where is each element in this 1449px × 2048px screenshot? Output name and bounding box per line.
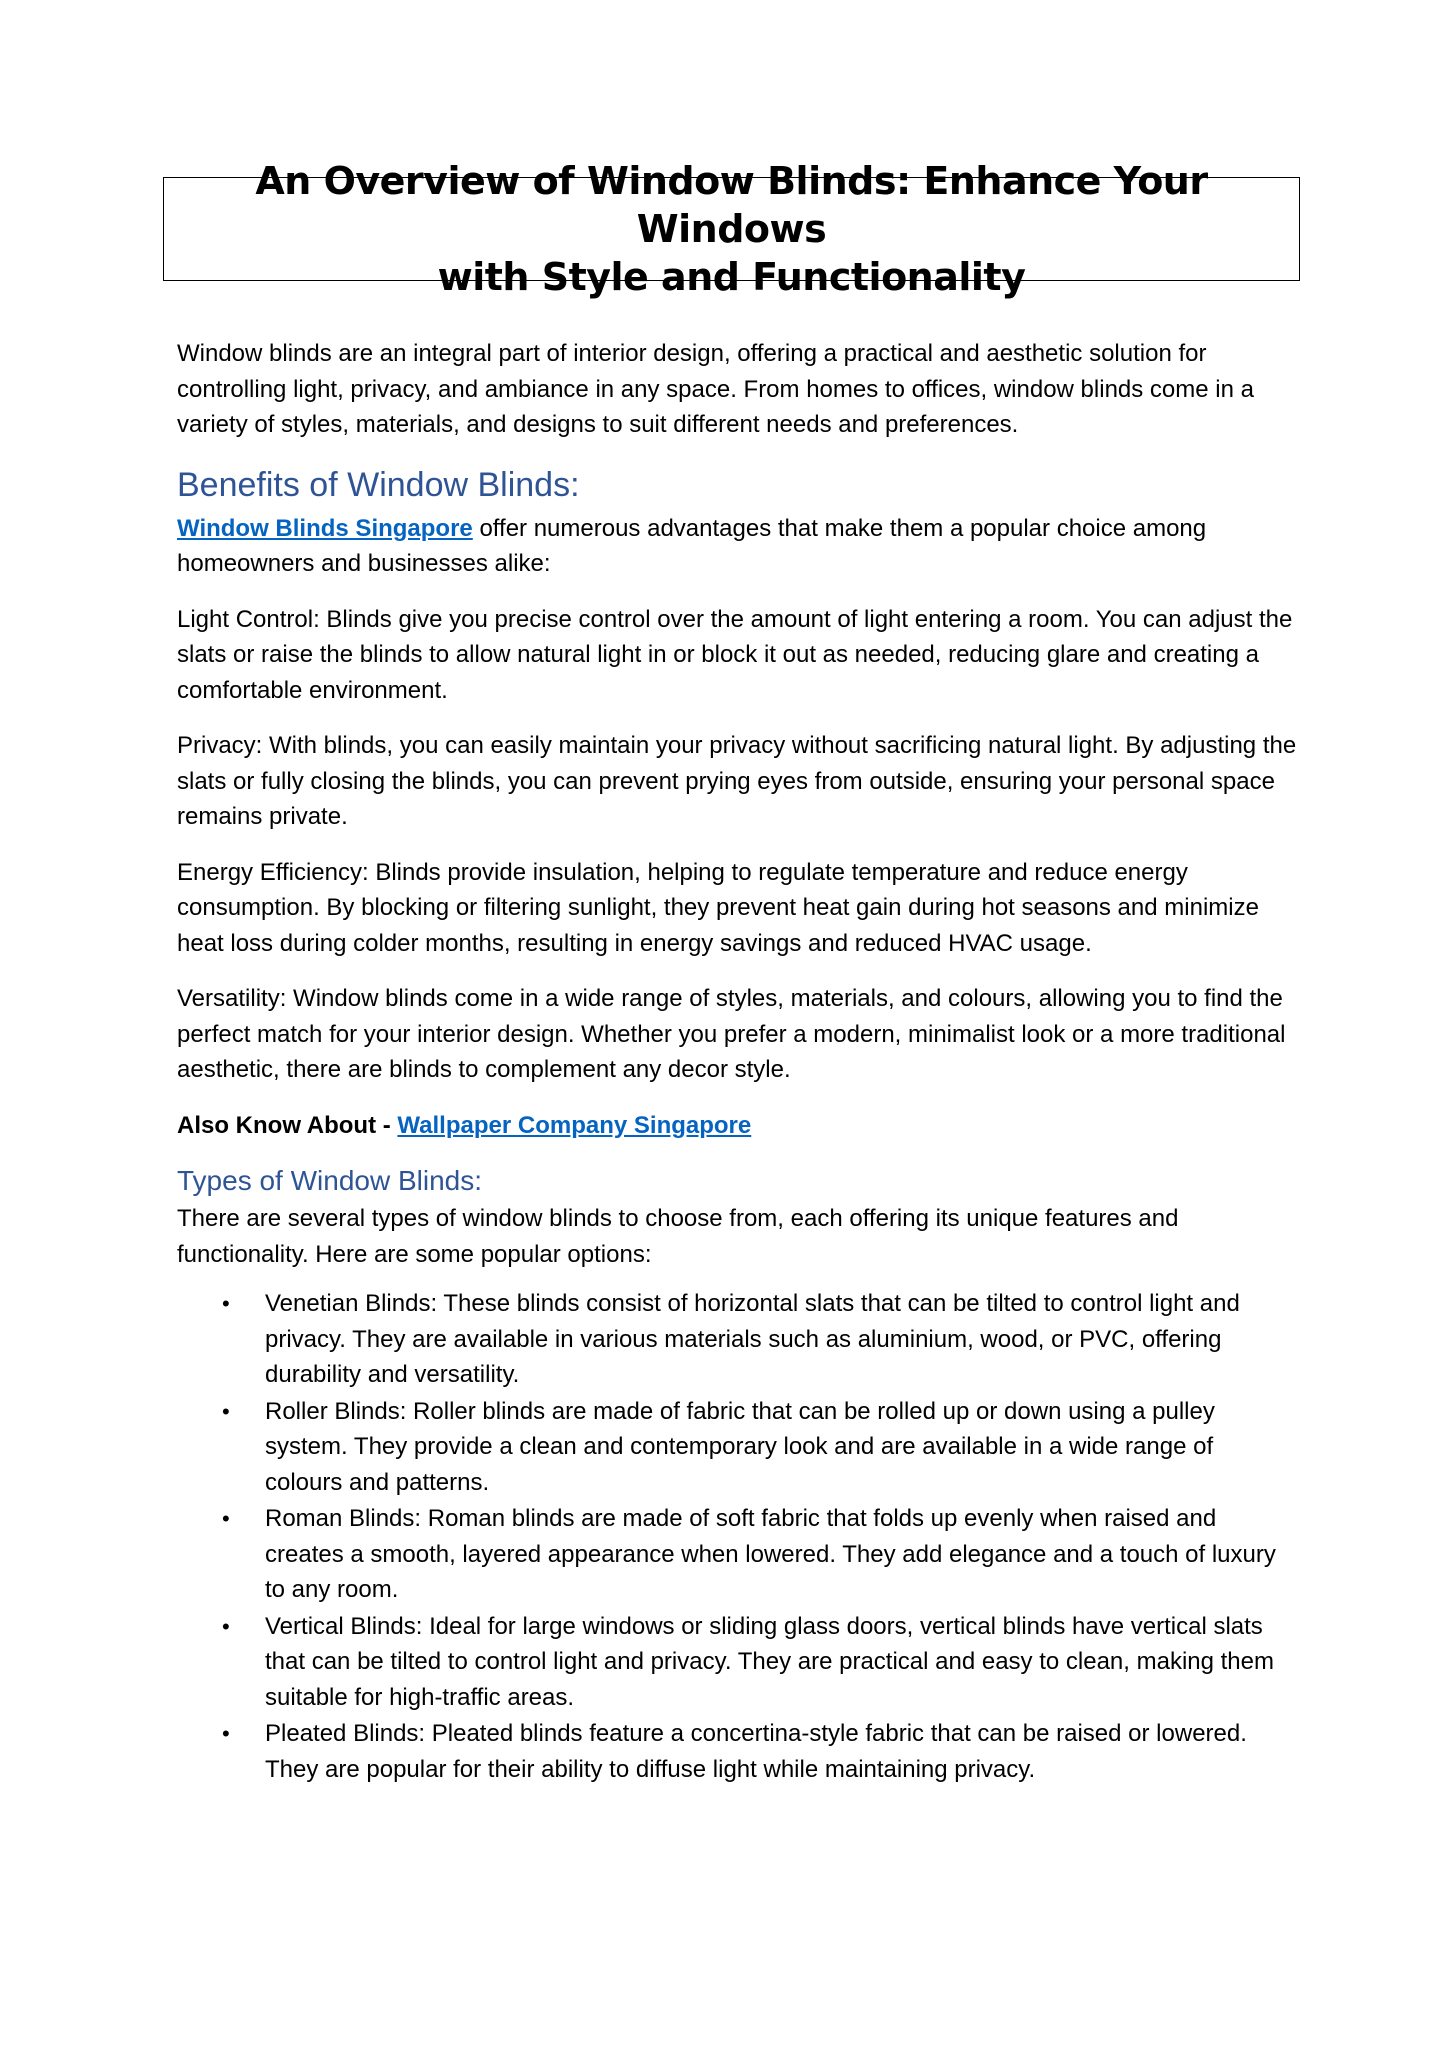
benefit-privacy: Privacy: With blinds, you can easily maintain your privacy without sacrificing natural light. By adjusting the slats or fully closing the blinds, you can prevent prying eyes from outside, ensuring your personal space remains private. xyxy=(177,732,1297,830)
page-title xyxy=(164,157,1299,301)
benefit-energy-efficiency: Energy Efficiency: Blinds provide insulation, helping to regulate temperature and reduce energy consumption. By blocking or filtering sunlight, they prevent heat gain during hot seasons and minimize heat loss during colder months, resulting in energy savings and reduced HVAC usage. xyxy=(177,858,1259,957)
bullet-icon: • xyxy=(222,1291,230,1316)
bullet-icon: • xyxy=(222,1398,230,1424)
benefits-lead-paragraph xyxy=(177,511,1297,582)
list-item xyxy=(177,1609,1297,1716)
wallpaper-company-link[interactable]: Wallpaper Company Singapore xyxy=(397,1111,752,1139)
also-know-line xyxy=(177,1108,1297,1144)
bullet-icon: • xyxy=(222,1613,230,1639)
list-item-text: Vertical Blinds: Ideal for large windows or sliding glass doors, vertical blinds have vertical slats that can be tilted to control light and privacy. They are practical and easy to clean, making them suitable for high-traffic areas. xyxy=(265,1612,1274,1711)
benefit-light-control: Light Control: Blinds give you precise control over the amount of light entering a room. You can adjust the slats or raise the blinds to allow natural light in or block it out as needed, reducing glare and creating a comfortable environment. xyxy=(177,605,1293,704)
also-know-label: Also Know About - xyxy=(177,1111,398,1139)
title-line-2: with Style and Functionality xyxy=(437,255,1026,299)
list-item xyxy=(177,1501,1297,1608)
list-item-text: Venetian Blinds: These blinds consist of horizontal slats that can be tilted to control light and privacy. They are available in various materials such as aluminium, wood, or PVC, offering durability and versatility. xyxy=(265,1290,1240,1388)
types-intro: There are several types of window blinds to choose from, each offering its unique features and functionality. Here are some popular options: xyxy=(177,1205,1179,1268)
benefit-versatility: Versatility: Window blinds come in a wide range of styles, materials, and colours, allowing you to find the perfect match for your interior design. Whether you prefer a modern, minimalist look or a more traditional aesthetic, there are blinds to complement any decor style. xyxy=(177,985,1286,1083)
benefits-heading: Benefits of Window Blinds: xyxy=(177,465,580,504)
benefits-lead-text: offer numerous advantages that make them a popular choice among homeowners and businesses alike: xyxy=(177,514,1207,577)
bullet-icon: • xyxy=(222,1721,230,1746)
types-list xyxy=(177,1286,1297,1787)
list-item xyxy=(177,1716,1297,1787)
list-item-text: Roman Blinds: Roman blinds are made of soft fabric that folds up evenly when raised and creates a smooth, layered appearance when lowered. They add elegance and a touch of luxury to any room. xyxy=(265,1505,1276,1603)
document-body xyxy=(177,336,1297,1788)
window-blinds-singapore-link[interactable]: Window Blinds Singapore xyxy=(177,514,473,542)
intro-paragraph: Window blinds are an integral part of interior design, offering a practical and aesthetic solution for controlling light, privacy, and ambiance in any space. From homes to offices, window blinds come in a variety of styles, materials, and designs to suit different needs and preferences. xyxy=(177,340,1254,438)
title-box xyxy=(163,159,1300,299)
list-item-text: Pleated Blinds: Pleated blinds feature a concertina-style fabric that can be raised or lowered. They are popular for their ability to diffuse light while maintaining privacy. xyxy=(265,1720,1247,1783)
title-line-1: An Overview of Window Blinds: Enhance Your Windows xyxy=(255,159,1208,251)
list-item-text: Roller Blinds: Roller blinds are made of fabric that can be rolled up or down using a pulley system. They provide a clean and contemporary look and are available in a wide range of colours and patterns. xyxy=(265,1397,1215,1496)
list-item xyxy=(177,1286,1297,1393)
list-item xyxy=(177,1394,1297,1501)
bullet-icon: • xyxy=(222,1506,230,1531)
types-heading: Types of Window Blinds: xyxy=(177,1165,483,1196)
